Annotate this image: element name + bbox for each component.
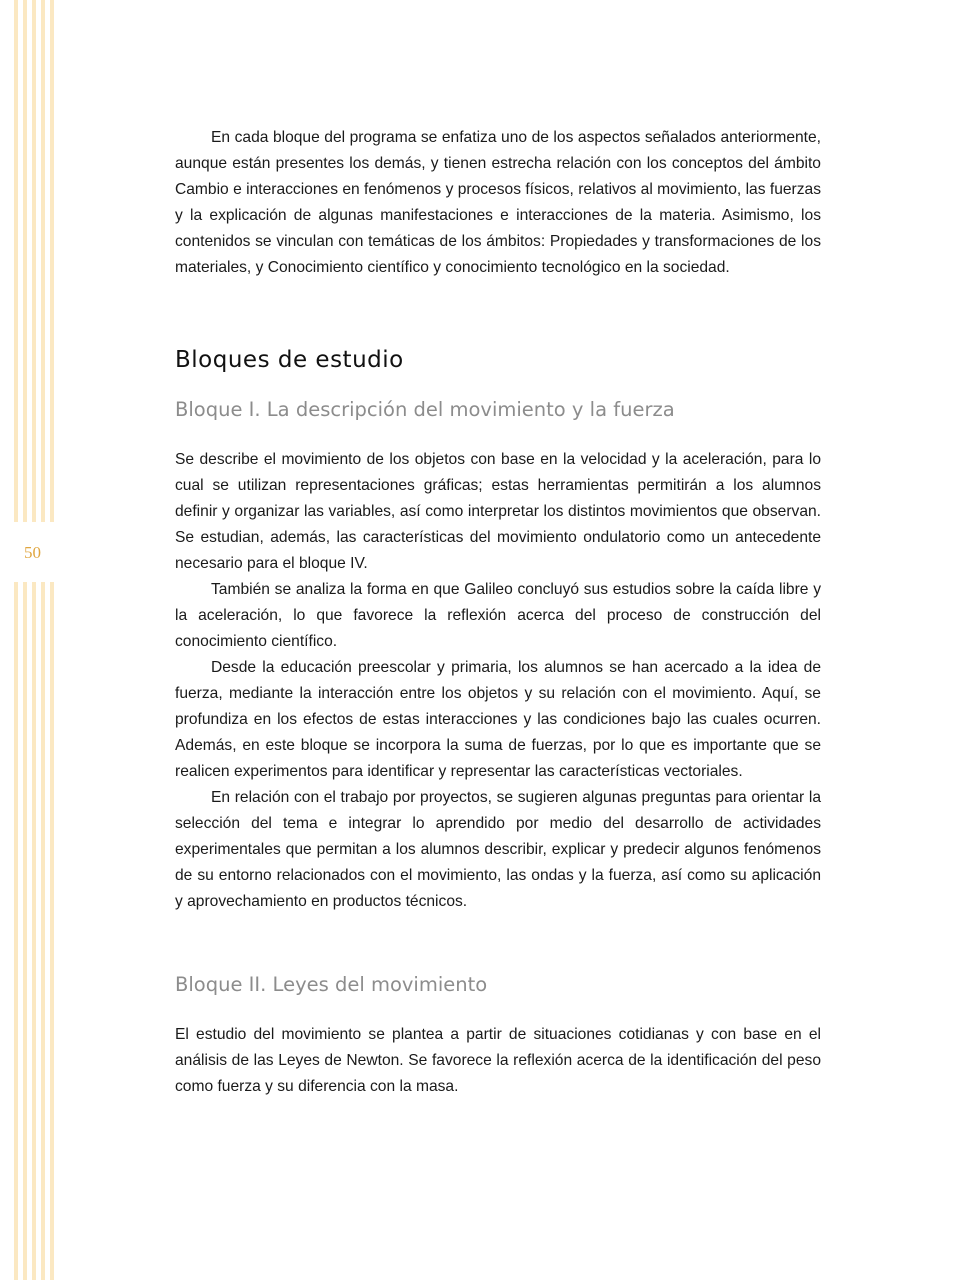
intro-paragraph: En cada bloque del programa se enfatiza uno de los aspectos señalados anteriormente, aunque están presentes los demás, y tienen estrecha relación con los conceptos del ámbito Cambio e interacciones en fenómenos y procesos físicos, relativos al movimiento, las fuerzas y la explicación de algunas manifestaciones e interacciones de la materia. Asimismo, los contenidos se vinculan con temáticas de los ámbitos: Propiedades y transformaciones de los materiales, y Conocimiento científico y conocimiento tecnológico en la sociedad. bbox=[175, 129, 821, 276]
bloque-1-body bbox=[175, 447, 821, 915]
page-content bbox=[175, 125, 821, 1100]
bloque-1-title: Bloque I. La descripción del movimiento y la fuerza bbox=[175, 398, 675, 421]
margin-stripe bbox=[50, 0, 54, 1280]
page-number: 50 bbox=[24, 543, 41, 562]
bloque-2-paragraph: El estudio del movimiento se plantea a partir de situaciones cotidianas y con base en el análisis de las Leyes de Newton. Se favorece la reflexión acerca de la identificación del peso como fuerza y su diferencia con la masa. bbox=[175, 1026, 821, 1095]
bloque-1-paragraph: Desde la educación preescolar y primaria, los alumnos se han acercado a la idea de fuerza, mediante la interacción entre los objetos y su relación con el movimiento. Aquí, se profundiza en los efectos de estas interacciones y las condiciones bajo las cuales ocurren. Además, en este bloque se incorpora la suma de fuerzas, por lo que es importante que se realicen experimentos para identificar y representar las características vectoriales. bbox=[175, 659, 821, 780]
bloque-2-body bbox=[175, 1022, 821, 1100]
section-title: Bloques de estudio bbox=[175, 347, 404, 373]
bloque-2-title: Bloque II. Leyes del movimiento bbox=[175, 973, 488, 996]
margin-stripe bbox=[23, 0, 27, 1280]
bloque-1-paragraph: En relación con el trabajo por proyectos, se sugieren algunas preguntas para orientar la selección del tema e integrar lo aprendido por medio del desarrollo de actividades experimentales que permitan a los alumnos describir, explicar y predecir algunos fenómenos de su entorno relacionados con el movimiento, las ondas y la fuerza, así como su aplicación y aprovechamiento en productos técnicos. bbox=[175, 789, 821, 910]
bloque-1-paragraph: Se describe el movimiento de los objetos con base en la velocidad y la aceleración, para lo cual se utilizan representaciones gráficas; estas herramientas permitirán a los alumnos definir y organizar las variables, así como interpretar los distintos movimientos que observan. Se estudian, además, las características del movimiento ondulatorio como un antecedente necesario para el bloque IV. bbox=[175, 451, 821, 572]
margin-stripe bbox=[32, 0, 36, 1280]
margin-stripe bbox=[14, 0, 18, 1280]
bloque-1-paragraph: También se analiza la forma en que Galileo concluyó sus estudios sobre la caída libre y la aceleración, lo que favorece la reflexión acerca del proceso de construcción del conocimiento científico. bbox=[175, 581, 821, 650]
margin-decoration bbox=[0, 0, 60, 1280]
margin-stripe bbox=[41, 0, 45, 1280]
